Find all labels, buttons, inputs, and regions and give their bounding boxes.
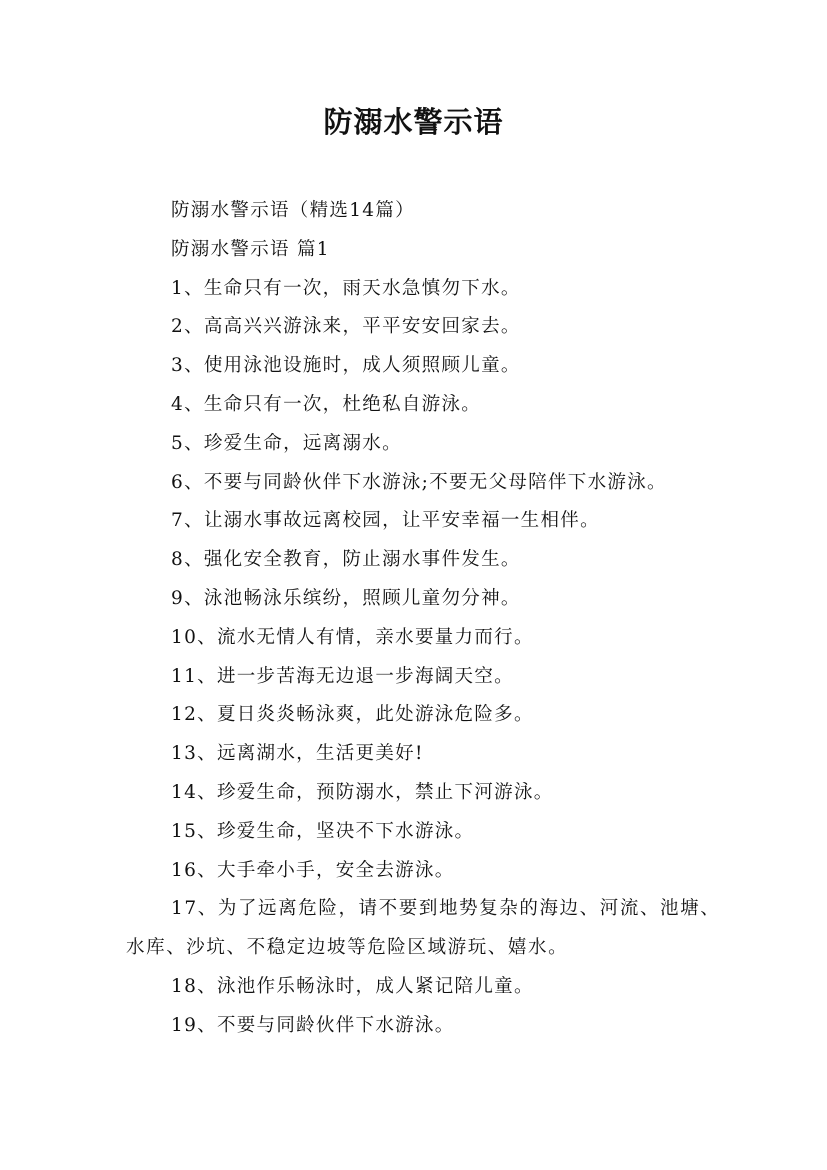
list-item: 16、大手牵小手，安全去游泳。 — [171, 859, 455, 881]
list-item: 5、珍爱生命，远离溺水。 — [171, 432, 402, 454]
list-item: 2、高高兴兴游泳来，平平安安回家去。 — [171, 316, 521, 338]
list-item: 9、泳池畅泳乐缤纷，照顾儿童勿分神。 — [171, 587, 521, 609]
list-item: 10、流水无情人有情，亲水要量力而行。 — [171, 626, 534, 648]
list-item: 1、生命只有一次，雨天水急慎勿下水。 — [171, 277, 521, 299]
document-body — [126, 192, 726, 1046]
list-item: 13、远离湖水，生活更美好! — [171, 743, 424, 765]
list-item: 6、不要与同龄伙伴下水游泳;不要无父母陪伴下水游泳。 — [171, 471, 667, 493]
list-item: 18、泳池作乐畅泳时，成人紧记陪儿童。 — [171, 975, 534, 997]
list-item: 17、为了远离危险，请不要到地势复杂的海边、河流、池塘、水库、沙坑、不稳定边坡等危险区域游玩、嬉水。 — [126, 898, 721, 959]
list-item: 11、进一步苦海无边退一步海阔天空。 — [171, 665, 514, 687]
list-item: 14、珍爱生命，预防溺水，禁止下河游泳。 — [171, 781, 554, 803]
document-title: 防溺水警示语 — [323, 105, 504, 139]
document-subtitle: 防溺水警示语（精选14篇） — [171, 200, 415, 221]
list-item: 7、让溺水事故远离校园，让平安幸福一生相伴。 — [171, 510, 600, 532]
list-item: 3、使用泳池设施时，成人须照顾儿童。 — [171, 355, 521, 377]
list-item: 8、强化安全教育，防止溺水事件发生。 — [171, 549, 521, 571]
list-item: 15、珍爱生命，坚决不下水游泳。 — [171, 820, 475, 842]
list-item: 12、夏日炎炎畅泳爽，此处游泳危险多。 — [171, 704, 534, 726]
list-item: 19、不要与同龄伙伴下水游泳。 — [171, 1014, 455, 1036]
list-item: 4、生命只有一次，杜绝私自游泳。 — [171, 393, 482, 415]
section-heading: 防溺水警示语 篇1 — [171, 238, 330, 260]
